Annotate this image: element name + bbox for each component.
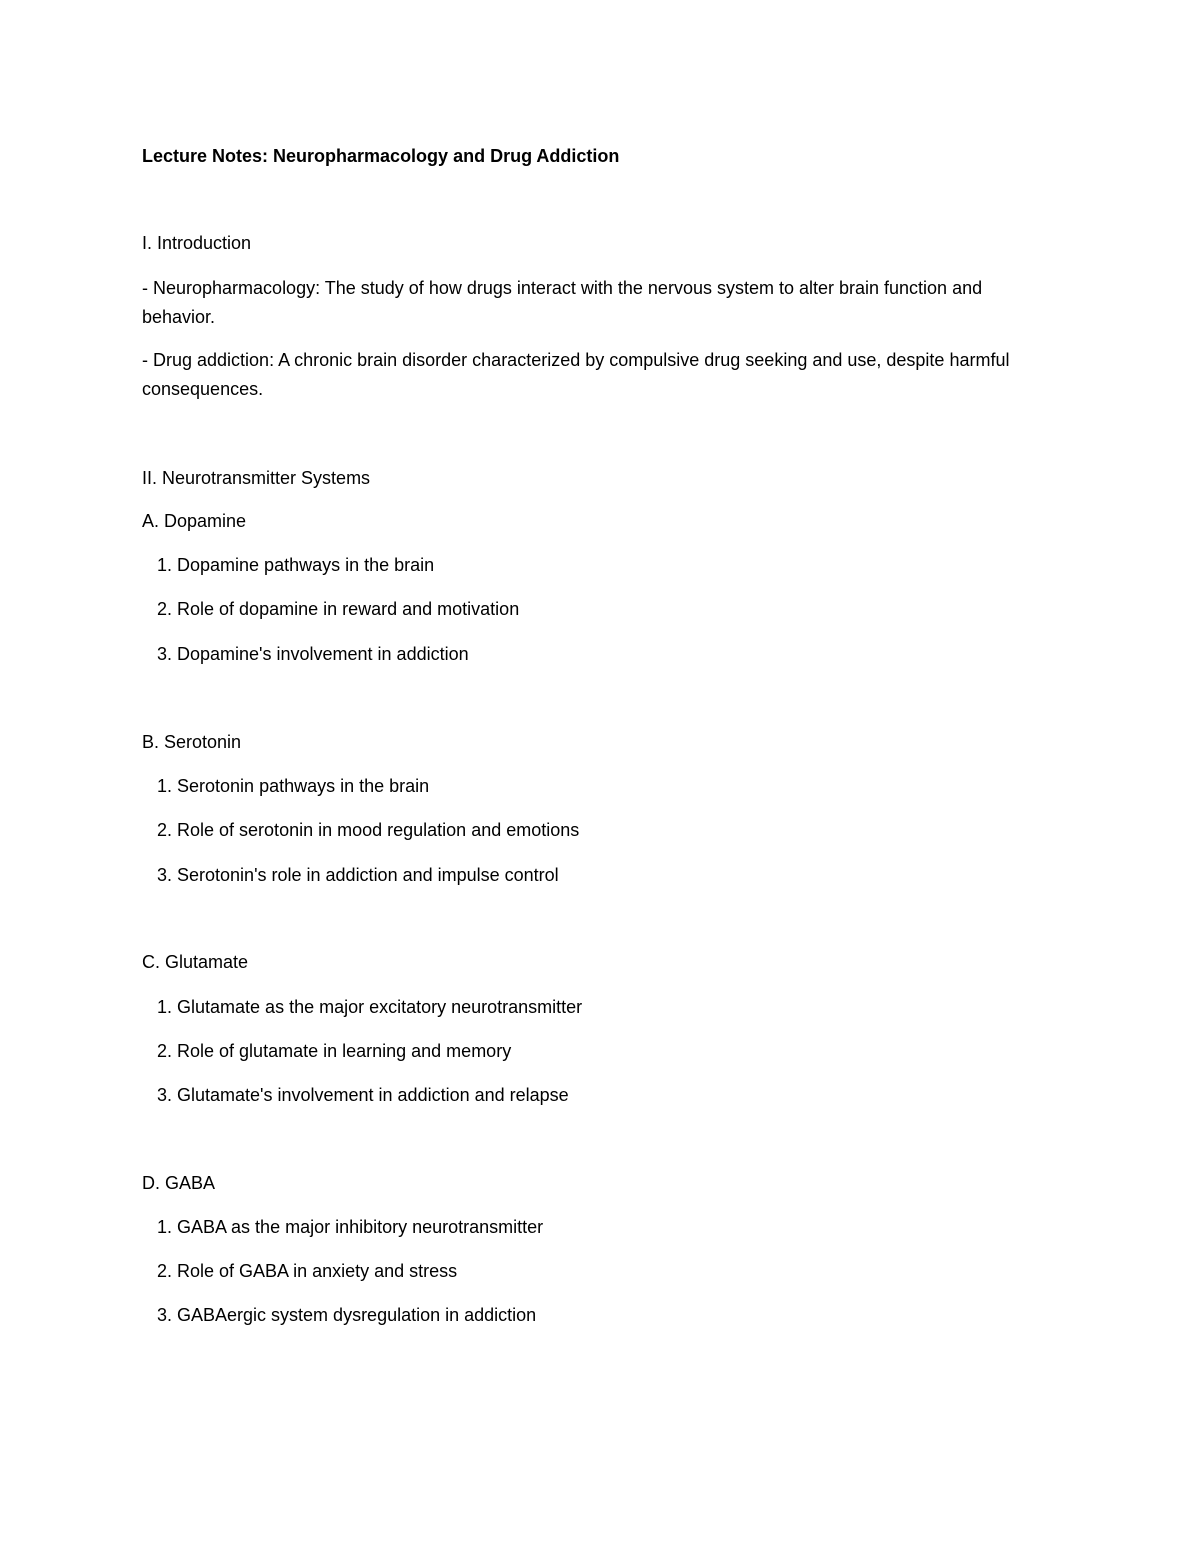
list-item: 2. Role of serotonin in mood regulation and emotions xyxy=(157,820,580,840)
list-item: 3. GABAergic system dysregulation in addiction xyxy=(157,1305,537,1325)
list-item: 2. Role of glutamate in learning and memory xyxy=(157,1041,512,1061)
subsection-heading-dopamine: A. Dopamine xyxy=(142,511,247,531)
list-item: 1. Dopamine pathways in the brain xyxy=(157,555,435,575)
list-item: 3. Serotonin's role in addiction and impulse control xyxy=(157,865,559,885)
section-heading-neurotransmitter-systems: II. Neurotransmitter Systems xyxy=(142,468,371,488)
intro-paragraph-neuropharmacology: - Neuropharmacology: The study of how drugs interact with the nervous system to alter brain function and behavior. xyxy=(142,278,983,327)
intro-paragraph-drug-addiction: - Drug addiction: A chronic brain disorder characterized by compulsive drug seeking and use, despite harmful consequences. xyxy=(142,350,1010,399)
subsection-heading-glutamate: C. Glutamate xyxy=(142,952,249,972)
document-title: Lecture Notes: Neuropharmacology and Drug Addiction xyxy=(142,146,620,166)
list-item: 1. GABA as the major inhibitory neurotransmitter xyxy=(157,1217,544,1237)
subsection-heading-serotonin: B. Serotonin xyxy=(142,732,242,752)
list-item: 1. Glutamate as the major excitatory neurotransmitter xyxy=(157,997,583,1017)
list-item: 2. Role of GABA in anxiety and stress xyxy=(157,1261,458,1281)
section-heading-introduction: I. Introduction xyxy=(142,233,252,253)
list-item: 2. Role of dopamine in reward and motivation xyxy=(157,599,520,619)
list-item: 1. Serotonin pathways in the brain xyxy=(157,776,430,796)
list-item: 3. Dopamine's involvement in addiction xyxy=(157,644,469,664)
subsection-heading-gaba: D. GABA xyxy=(142,1173,216,1193)
list-item: 3. Glutamate's involvement in addiction and relapse xyxy=(157,1085,569,1105)
